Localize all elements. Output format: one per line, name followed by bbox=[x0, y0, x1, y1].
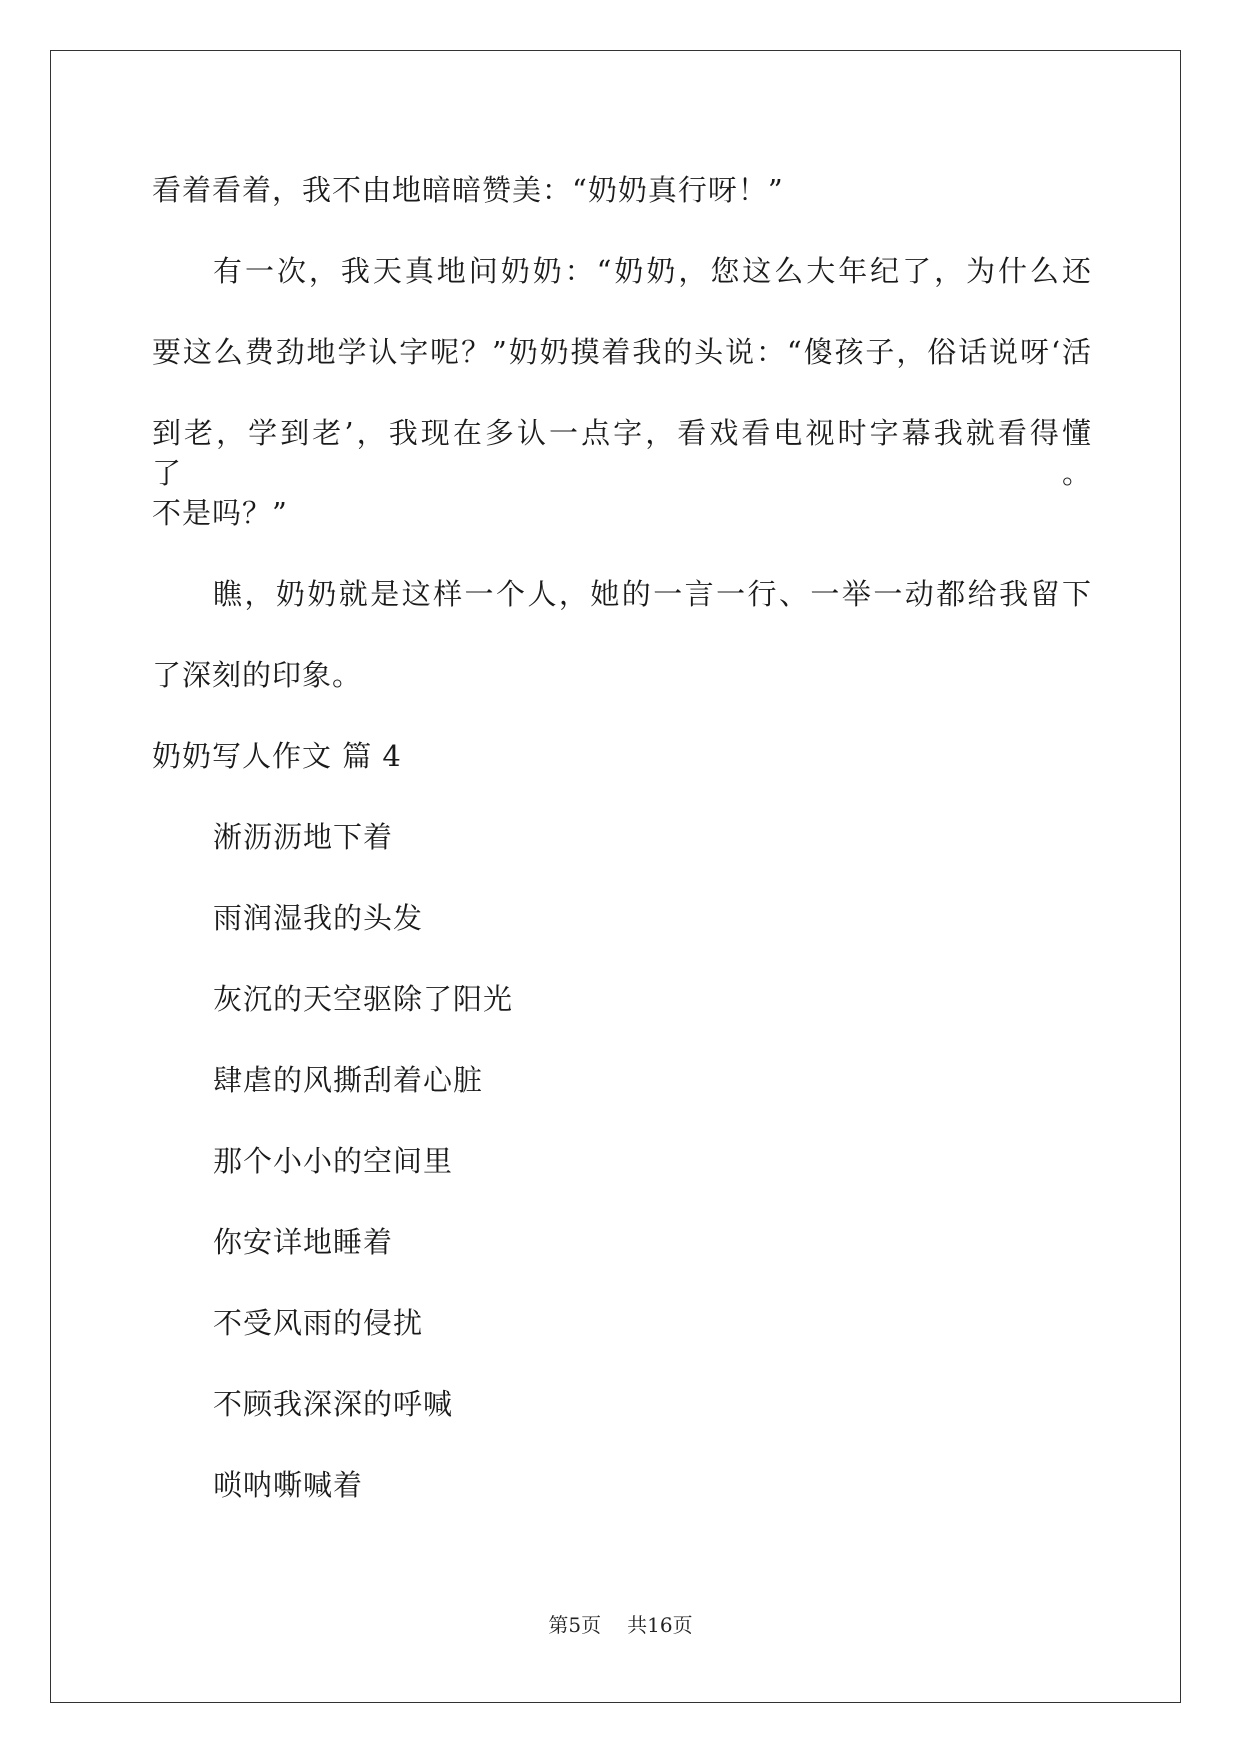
poem-line: 淅沥沥地下着 bbox=[213, 820, 394, 854]
page-border bbox=[50, 50, 1181, 1703]
paragraph-line: 了深刻的印象。 bbox=[152, 658, 363, 692]
paragraph-line: 有一次，我天真地问奶奶：“奶奶，您这么大年纪了，为什么还 bbox=[213, 254, 1092, 288]
section-heading: 奶奶写人作文 篇 4 bbox=[152, 739, 402, 773]
poem-line: 雨润湿我的头发 bbox=[213, 901, 424, 935]
paragraph-line: 看着看着，我不由地暗暗赞美：“奶奶真行呀！” bbox=[152, 173, 784, 207]
page-total: 共16页 bbox=[627, 1613, 693, 1637]
poem-line: 你安详地睡着 bbox=[213, 1225, 394, 1259]
poem-line: 灰沉的天空驱除了阳光 bbox=[213, 982, 514, 1016]
poem-line: 唢呐嘶喊着 bbox=[213, 1468, 364, 1502]
paragraph-line: 瞧，奶奶就是这样一个人，她的一言一行、一举一动都给我留下 bbox=[213, 577, 1092, 611]
paragraph-line: 到老，学到老’，我现在多认一点字，看戏看电视时字幕我就看得懂了。 bbox=[152, 416, 1092, 490]
page-number: 第5页 bbox=[548, 1613, 602, 1637]
poem-line: 那个小小的空间里 bbox=[213, 1144, 454, 1178]
poem-line: 不顾我深深的呼喊 bbox=[213, 1387, 454, 1421]
paragraph-line: 要这么费劲地学认字呢？”奶奶摸着我的头说：“傻孩子，俗话说呀‘活 bbox=[152, 335, 1092, 369]
poem-line: 不受风雨的侵扰 bbox=[213, 1306, 424, 1340]
page-footer bbox=[0, 1611, 1241, 1639]
poem-line: 肆虐的风撕刮着心脏 bbox=[213, 1063, 484, 1097]
paragraph-line: 不是吗？” bbox=[152, 496, 288, 530]
